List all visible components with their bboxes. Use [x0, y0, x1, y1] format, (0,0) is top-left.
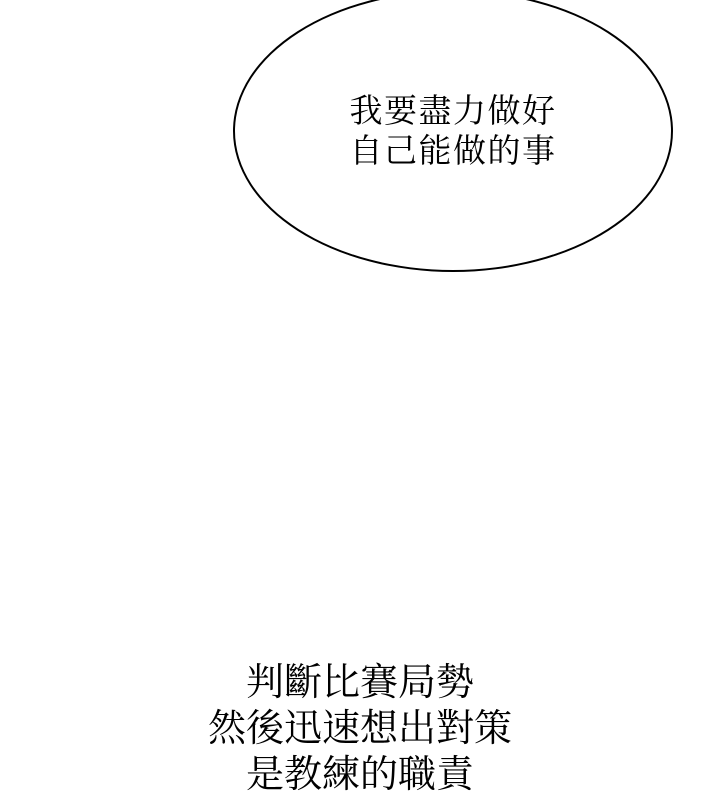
speech-bubble-text [350, 91, 557, 171]
narration-caption [0, 660, 720, 798]
narration-line-1: 判斷比賽局勢 [245, 662, 474, 704]
speech-bubble-line-1: 我要盡力做好 [349, 92, 557, 129]
speech-bubble [233, 0, 673, 272]
narration-line-2: 然後迅速想出對策 [207, 708, 512, 750]
speech-bubble-line-2: 自己能做的事 [349, 132, 557, 169]
narration-line-3: 是教練的職責 [245, 754, 474, 796]
